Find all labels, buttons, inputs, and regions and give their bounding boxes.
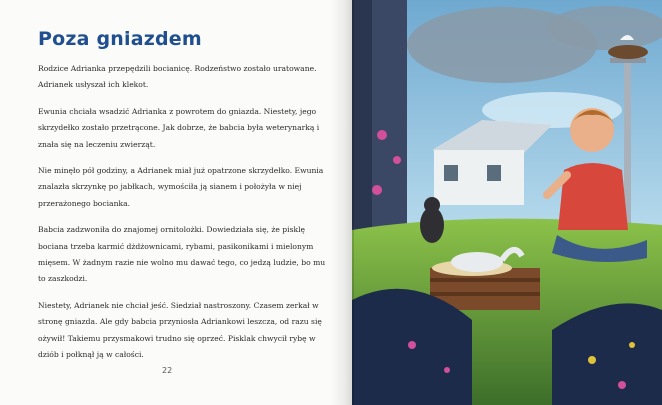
paragraph-3: Nie minęło pół godziny, a Adrianek miał już opatrzone skrzydełko. Ewunia znalazła skrzynkę po jabłkach, wymościła ją sianem i położyła w niej przerażonego bocianka. xyxy=(38,166,324,208)
paragraph-4: Babcia zadzwoniła do znajomej ornitolożki. Dowiedziała się, że pisklę bociana trzeba karmić dżdżownicami, rybami, pasikonikami i mielonym mięsem. W żadnym razie nie wolno mu dawać tego, co jedzą ludzie, bo mu to zaszkodzi. xyxy=(38,225,326,284)
page-title: Poza gniazdem xyxy=(38,28,202,50)
illustration xyxy=(352,0,662,405)
illustration-boy-with-stork-chick-icon xyxy=(352,0,662,405)
book-gutter xyxy=(330,0,354,405)
page-number: 22 xyxy=(162,366,173,375)
paragraph-5: Niestety, Adrianek nie chciał jeść. Siedział nastroszony. Czasem zerkał w stronę gniazda. Ale gdy babcia przyniosła Adriankowi leszcza, od razu się ożywił! Takiemu przysmakowi trudno się oprzeć. Pisklak chwycił rybę w dziób i połknął ją w całości. xyxy=(38,300,322,360)
paragraph-2: Ewunia chciała wsadzić Adrianka z powrotem do gniazda. Niestety, jego skrzydełko zostało przetrącone. Jak dobrze, że babcia była weterynarką i znała się na leczeniu zwierząt. xyxy=(38,106,320,149)
paragraph-1: Rodzice Adrianka przepędzili bocianicę. Rodzeństwo zostało uratowane. Adrianek usłyszał ich klekot. xyxy=(38,64,317,90)
